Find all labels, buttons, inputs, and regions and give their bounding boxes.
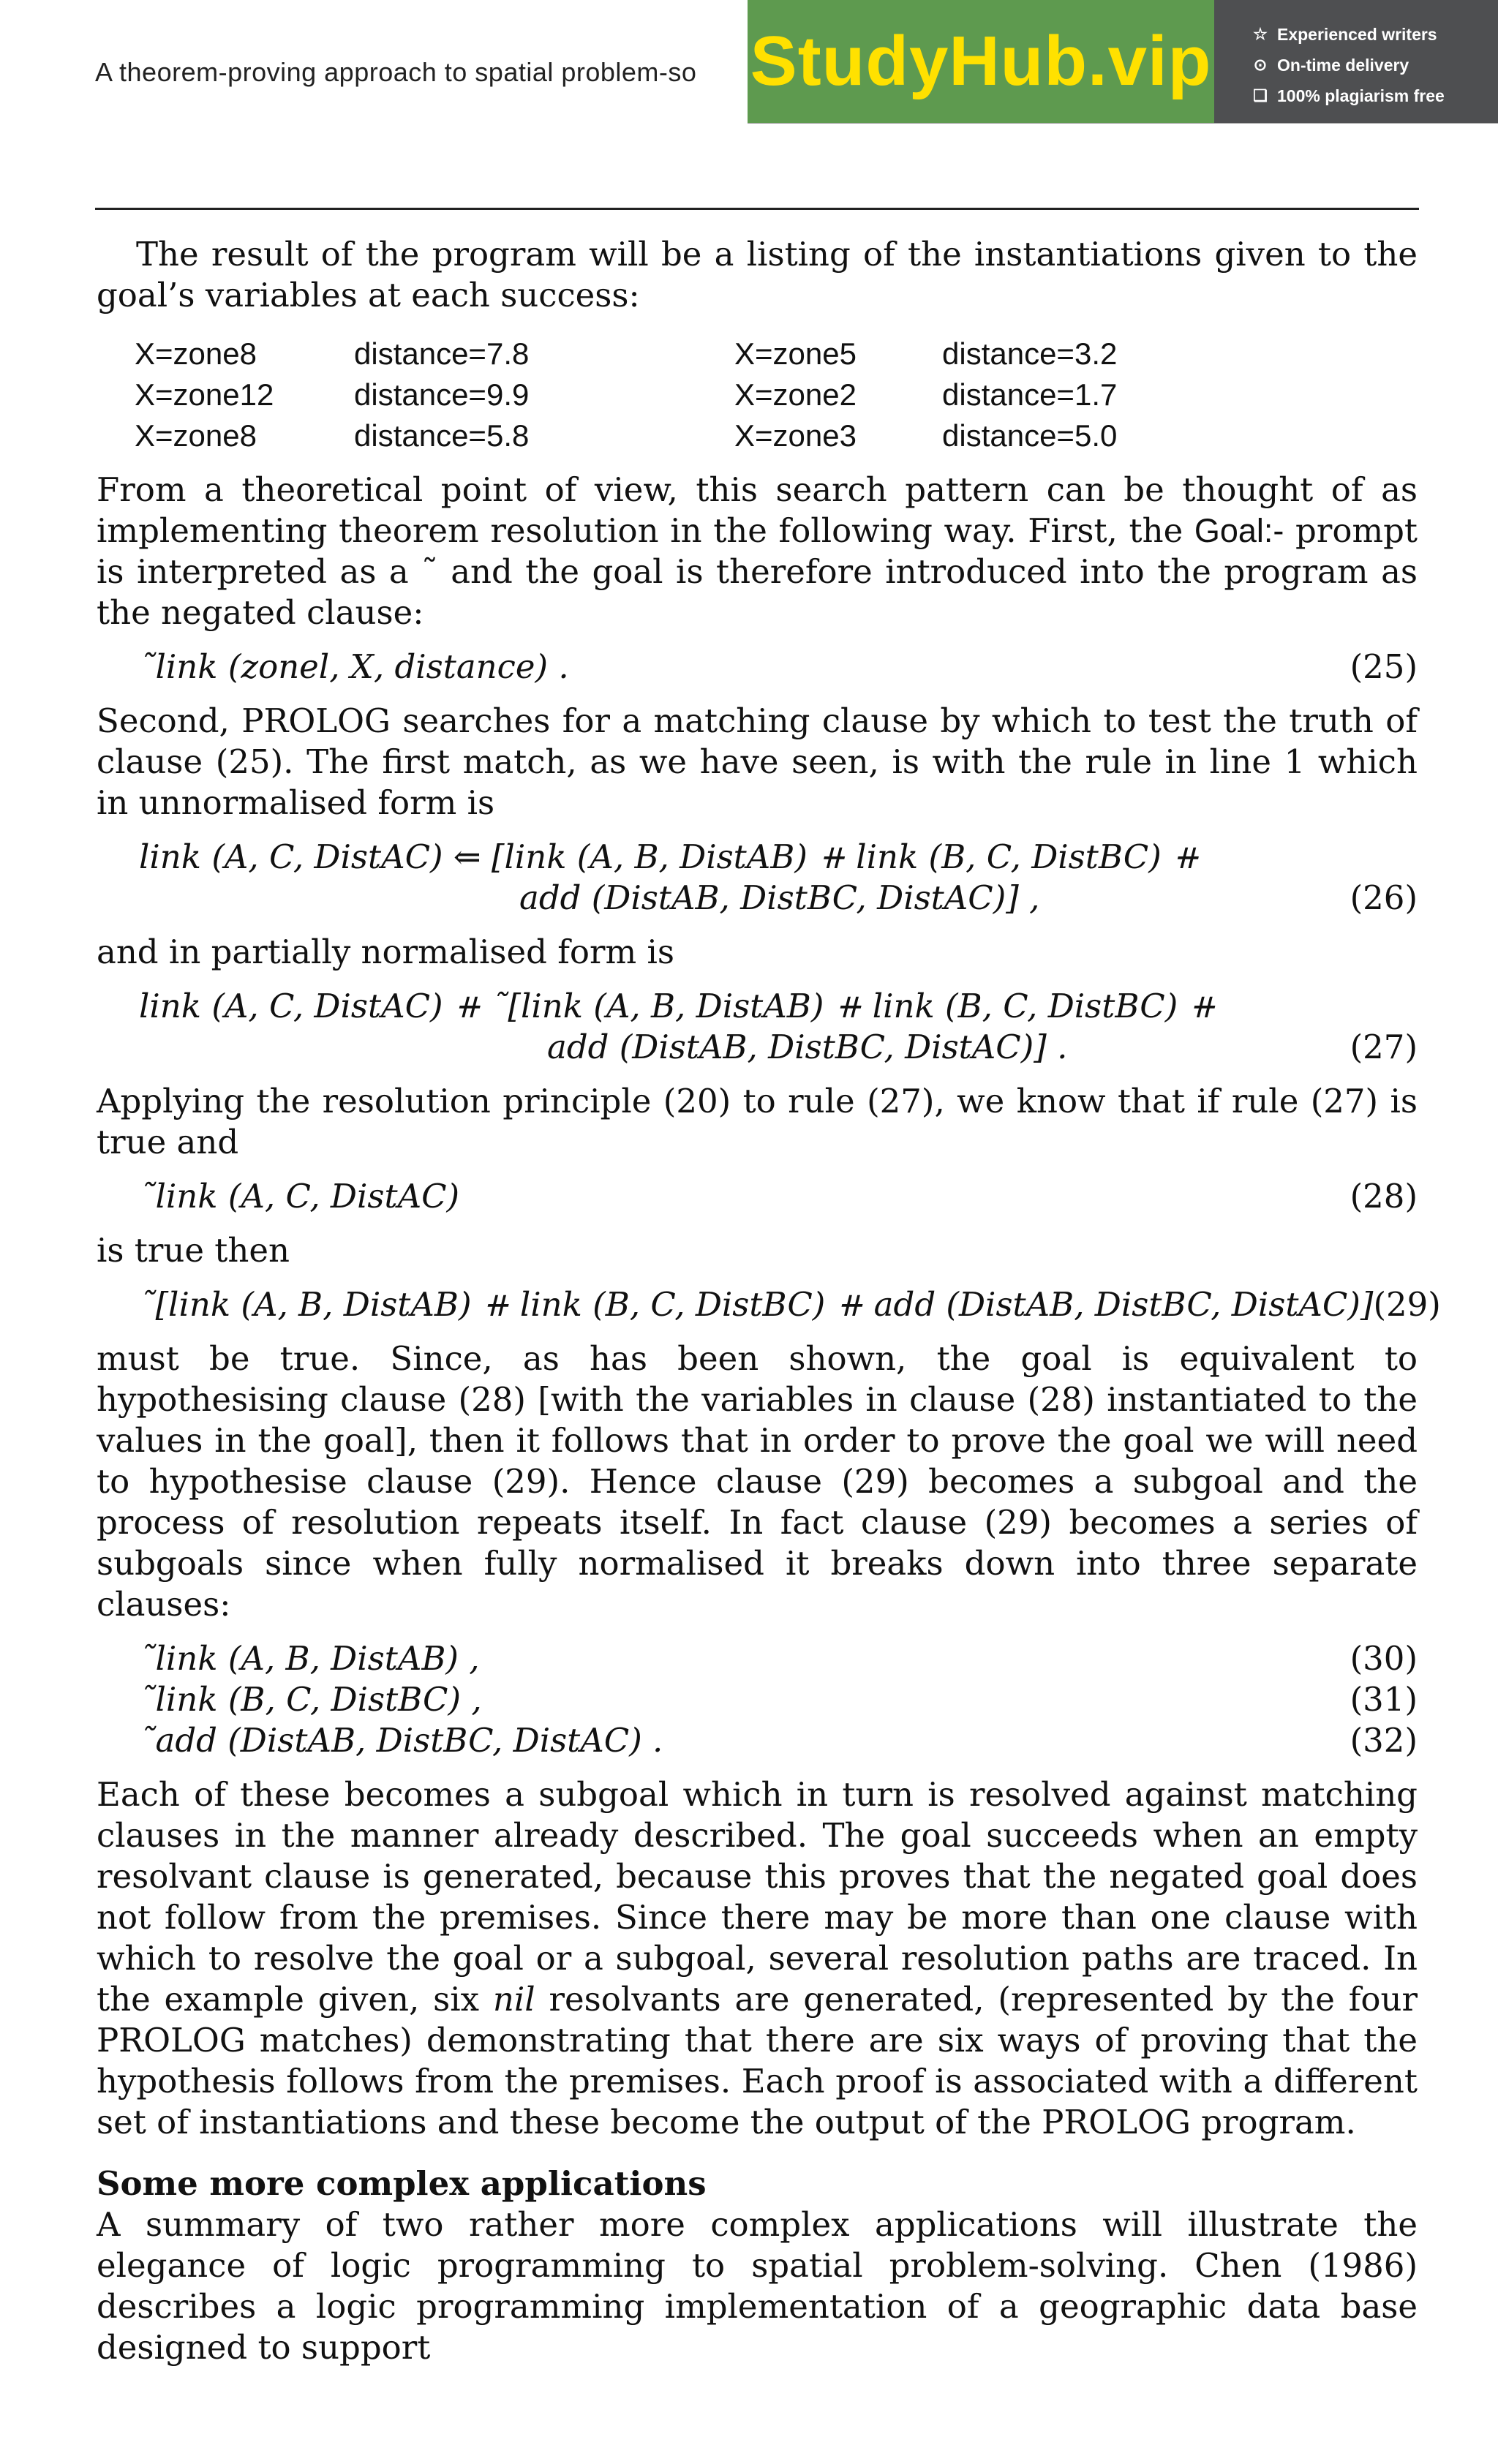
tilde-symbol: ˜: [421, 552, 438, 591]
ad-feature-label: 100% plagiarism free: [1277, 86, 1445, 105]
text-run: and the goal is therefore introduced into the program as the negated clause:: [97, 552, 1418, 632]
equation-number: (29): [1373, 1285, 1441, 1324]
equation-30: [97, 1638, 1418, 1679]
table-cell: distance=9.9: [354, 377, 530, 412]
table-cell: X=zone2: [734, 377, 857, 412]
paragraph-theory: [97, 470, 1418, 633]
text-run: prompt is interpreted as a: [97, 511, 1418, 591]
ad-features: [1214, 0, 1498, 123]
ad-feature-plagiarism: [1251, 80, 1498, 111]
ad-feature-writers: [1251, 19, 1498, 50]
page-body: [97, 234, 1441, 2368]
table-cell: distance=5.8: [354, 418, 530, 453]
equation-26-line1: [97, 837, 1418, 878]
clock-icon: ⊙: [1253, 56, 1268, 74]
table-cell: X=zone12: [135, 377, 274, 412]
table-row: [135, 374, 1117, 415]
table-cell: X=zone3: [734, 418, 857, 453]
equation-formula: ˜link (B, C, DistBC) ,: [139, 1680, 482, 1719]
equation-formula: ˜add (DistAB, DistBC, DistAC) .: [139, 1721, 663, 1760]
text-run: From a theoretical point of view, this search pattern can be thought of as implementing theorem resolution in the following way. First, the: [97, 470, 1418, 550]
equation-27-line1: [97, 986, 1418, 1027]
section-heading: Some more complex applications: [97, 2164, 707, 2203]
star-icon: ☆: [1253, 25, 1268, 43]
equation-32: [97, 1720, 1418, 1761]
paragraph-resolvants: [97, 1774, 1418, 2143]
ad-logo[interactable]: StudyHub.vip: [748, 0, 1214, 123]
table-cell: X=zone8: [135, 336, 257, 371]
table-cell: distance=3.2: [942, 336, 1118, 371]
header-rule: [95, 208, 1419, 210]
equation-29: [97, 1284, 1441, 1325]
nil-term: nil: [492, 1980, 535, 2019]
text-run: resolvants are generated, (represented by the four PROLOG matches) demonstrating that there are six ways of proving that the hypothesis follows from the premises. Each proof is associated with a different set of instantiations and these become the output of the PROLOG program.: [97, 1980, 1418, 2141]
copy-icon: ❏: [1253, 86, 1268, 105]
paragraph-results-intro: The result of the program will be a listing of the instantiations given to the goal’s variables at each success:: [97, 235, 1418, 314]
equation-formula: add (DistAB, DistBC, DistAC)] .: [547, 1028, 1068, 1066]
equation-25: [97, 647, 1418, 687]
equation-formula: ˜link (A, C, DistAC): [139, 1177, 460, 1216]
running-head: A theorem-proving approach to spatial problem-so: [95, 57, 697, 87]
equation-formula: link (A, C, DistAC) ⇐ [link (A, B, DistAB) ⧺ link (B, C, DistBC) ⧺: [139, 837, 1200, 876]
equation-number: (31): [1350, 1680, 1418, 1719]
equation-31: [97, 1679, 1418, 1720]
table-cell: X=zone8: [135, 418, 257, 453]
table-cell: X=zone5: [734, 336, 857, 371]
paragraph-applications: A summary of two rather more complex applications will illustrate the elegance of logic programming to spatial problem-solving. Chen (1986) describes a logic programming implementation of a geographic data base designed to support: [97, 2205, 1418, 2367]
equation-number: (25): [1350, 647, 1418, 686]
paragraph-resolution: Applying the resolution principle (20) to rule (27), we know that if rule (27) is true and: [97, 1082, 1418, 1161]
ad-feature-label: On-time delivery: [1277, 55, 1409, 75]
results-table: [135, 334, 1117, 456]
goal-prompt: Goal:-: [1194, 512, 1284, 549]
equation-28: [97, 1176, 1418, 1217]
ad-feature-label: Experienced writers: [1277, 24, 1437, 44]
equation-formula: link (A, C, DistAC) ⧺ ˜[link (A, B, DistAB) ⧺ link (B, C, DistBC) ⧺: [139, 987, 1216, 1025]
paragraph-subgoals: must be true. Since, as has been shown, the goal is equivalent to hypothesising clause (28) [with the variables in clause (28) instantiated to the values in the goal], then it follows that in order to prove the goal we will need to hypothesise clause (29). Hence clause (29) becomes a subgoal and the process of resolution repeats itself. In fact clause (29) becomes a series of subgoals since when fully normalised it breaks down into three separate clauses:: [97, 1339, 1418, 1624]
equation-number: (30): [1350, 1639, 1418, 1678]
ad-feature-delivery: [1251, 50, 1498, 80]
equation-number: (26): [1350, 878, 1418, 917]
ad-banner[interactable]: [748, 0, 1498, 123]
table-cell: distance=1.7: [942, 377, 1118, 412]
equation-number: (28): [1350, 1177, 1418, 1216]
equation-formula: add (DistAB, DistBC, DistAC)] ,: [519, 878, 1040, 917]
equation-formula: ˜link (A, B, DistAB) ,: [139, 1639, 480, 1678]
text-run: Each of these becomes a subgoal which in turn is resolved against matching clauses in the manner already described. The goal succeeds when an empty resolvant clause is generated, because this proves that the negated goal does not follow from the premises. Since there may be more than one clause with which to resolve the goal or a subgoal, several resolution paths are traced. In the example given, six: [97, 1775, 1418, 2019]
paragraph-true-then: is true then: [97, 1231, 290, 1270]
table-row: [135, 334, 1117, 374]
paragraph-prolog-search: Second, PROLOG searches for a matching clause by which to test the truth of clause (25). The first match, as we have seen, is with the rule in line 1 which in unnormalised form is: [97, 701, 1418, 822]
paragraph-normalised: and in partially normalised form is: [97, 933, 674, 971]
table-cell: distance=5.0: [942, 418, 1118, 453]
equation-formula: ˜link (zonel, X, distance) .: [139, 647, 569, 686]
table-cell: distance=7.8: [354, 336, 530, 371]
table-row: [135, 415, 1117, 456]
equation-27-line2: [97, 1027, 1418, 1068]
equation-formula: ˜[link (A, B, DistAB) ⧺ link (B, C, DistBC) ⧺ add (DistAB, DistBC, DistAC)]: [139, 1285, 1374, 1324]
equation-number: (32): [1350, 1721, 1418, 1760]
equation-26-line2: [97, 878, 1418, 919]
equation-number: (27): [1350, 1028, 1418, 1066]
